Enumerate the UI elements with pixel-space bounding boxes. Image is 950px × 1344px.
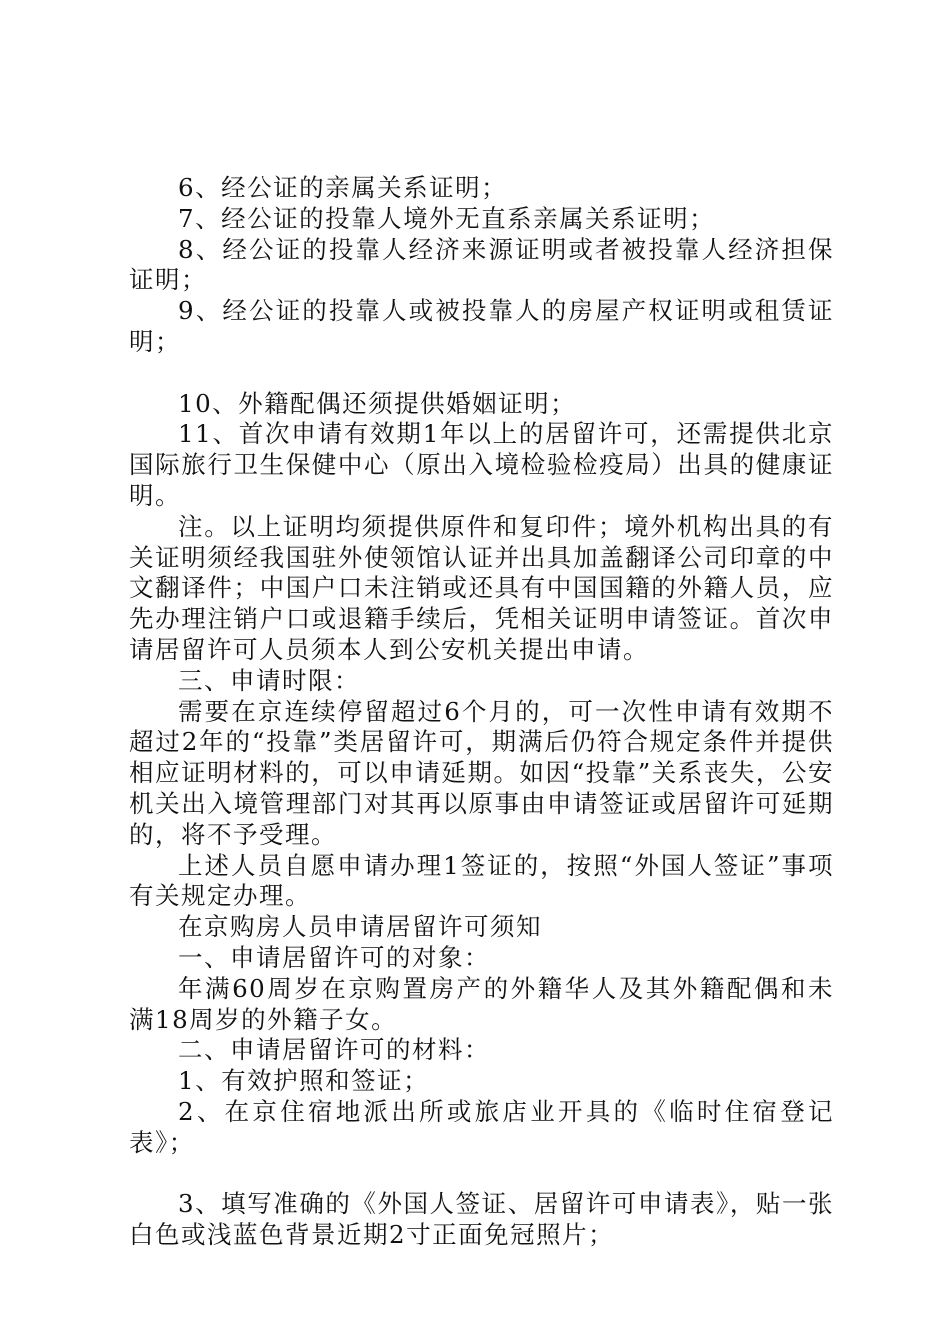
section-heading-time-limit: 三、申请时限： [178,665,360,695]
paragraph-item-10: 10、外籍配偶还须提供婚姻证明； [178,388,577,418]
section-heading-materials: 二、申请居留许可的材料： [178,1035,490,1065]
note-paragraph: 注。以上证明均须提供原件和复印件；境外机构出具的有关证明须经我国驻外使领馆认证并出具加盖翻译公司印章的中文翻译件；中国户口未注销或还具有中国国籍的外籍人员，应先办理注销户口或退籍手续后，凭相关证明申请签证。首次申请居留许可人员须本人到公安机关提出申请。 [129,511,834,664]
paragraph-item-11: 11、首次申请有效期1年以上的居留许可，还需提供北京国际旅行卫生保健中心（原出入境检验检疫局）出具的健康证明。 [129,419,834,510]
paragraph-item-8: 8、经公证的投靠人经济来源证明或者被投靠人经济担保证明； [129,234,834,295]
material-item-2: 2、在京住宿地派出所或旅店业开具的《临时住宿登记表》； [129,1096,834,1157]
paragraph-item-9: 9、经公证的投靠人或被投靠人的房屋产权证明或租赁证明； [129,296,834,356]
section-heading-applicants: 一、申请居留许可的对象： [178,942,490,972]
document-body [129,173,834,1251]
visa-note-paragraph: 上述人员自愿申请办理1签证的，按照“外国人签证”事项有关规定办理。 [129,850,834,911]
time-limit-paragraph: 需要在京连续停留超过6个月的，可一次性申请有效期不超过2年的“投靠”类居留许可，期满后仍符合规定条件并提供相应证明材料的，可以申请延期。如因“投靠”关系丧失，公安机关出入境管理部门对其再以原事由申请签证或居留许可延期的，将不予受理。 [129,696,834,849]
material-item-1: 1、有效护照和签证； [178,1066,430,1096]
paragraph-item-7: 7、经公证的投靠人境外无直系亲属关系证明； [178,203,716,233]
paragraph-item-6: 6、经公证的亲属关系证明； [178,173,508,202]
applicants-paragraph: 年满60周岁在京购置房产的外籍华人及其外籍配偶和未满18周岁的外籍子女。 [129,973,834,1034]
material-item-3: 3、填写准确的《外国人签证、居留许可申请表》，贴一张白色或浅蓝色背景近期2寸正面免冠照片； [129,1189,834,1250]
section-title-home-buyers: 在京购房人员申请居留许可须知 [178,912,542,942]
